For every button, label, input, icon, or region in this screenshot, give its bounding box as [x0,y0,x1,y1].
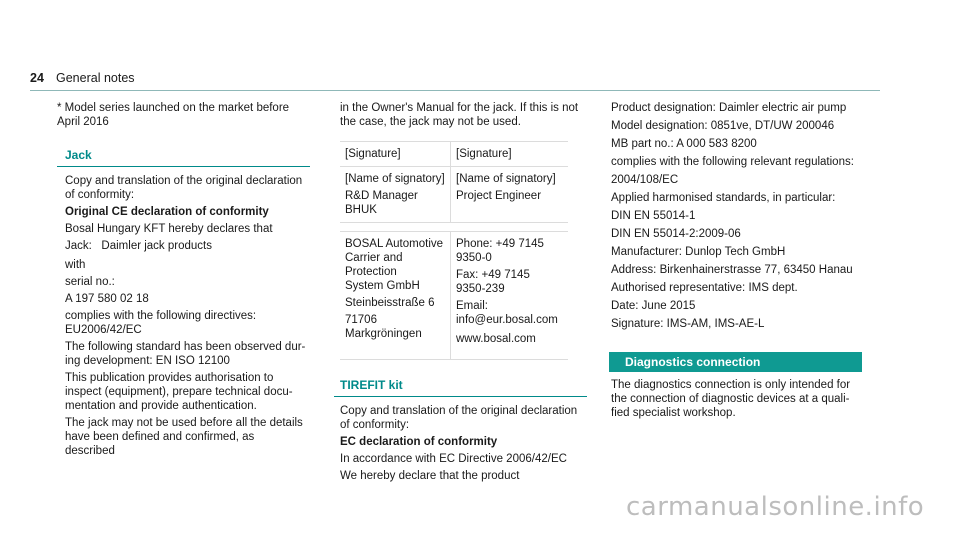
tirefit-line: We hereby declare that the product [340,470,520,482]
diagnostics-heading: Diagnostics connection [609,352,862,372]
fax-line: Fax: +49 7145 [456,269,530,281]
jack-standard-line: ing development: EN ISO 12100 [65,355,230,367]
page-number: 24 [30,71,44,85]
jack-line: Jack: Daimler jack products [65,240,212,252]
tirefit-section [340,404,590,483]
tirefit-line: In accordance with EC Directive 2006/42/EC [340,453,567,465]
watermark: carmanualsonline.info [626,492,925,522]
jack-standard-line: The following standard has been observed dur- [65,341,306,353]
email-label: Email: [456,300,488,312]
signatory-name: [Name of signatory] [456,173,556,185]
address-line: BOSAL Automotive [345,238,444,250]
jack-authorisation-line: This publication provides authorisation to [65,372,274,384]
signatory-name: [Name of signatory] [345,173,445,185]
detail-line: 2004/108/EC [611,174,679,186]
jack-line: A 197 580 02 18 [65,293,149,305]
tirefit-heading: TIREFIT kit [340,378,403,392]
detail-line: Date: June 2015 [611,300,696,312]
signatory-cell [340,167,451,223]
tirefit-bold-heading: EC declaration of conformity [340,436,498,448]
phone-line: 9350-0 [456,252,492,264]
jack-line: Bosal Hungary KFT hereby declares that [65,223,273,235]
signature-table [340,141,568,223]
jack-heading: Jack [65,148,92,162]
jack-intro-line: of conformity: [65,189,135,201]
tirefit-details [611,101,873,331]
address-line: 71706 Markgröningen [345,314,422,340]
jack-details-line: The jack may not be used before all the details [65,417,303,429]
tirefit-heading-rule [334,396,587,397]
detail-line: MB part no.: A 000 583 8200 [611,138,757,150]
section-title: General notes [56,71,135,85]
bosal-contact-table [340,231,568,360]
footnote-line: April 2016 [57,116,109,128]
diagnostics-section [611,378,873,420]
address-line: Steinbeisstraße 6 [345,297,435,309]
signature-cell: [Signature] [451,142,569,167]
jack-section [57,174,307,458]
header-divider [30,90,880,91]
jack-line: serial no.: [65,276,115,288]
detail-line: Model designation: 0851ve, DT/UW 200046 [611,120,835,132]
tirefit-intro-line: Copy and translation of the original declaration [340,405,578,417]
jack-directives-line: complies with the following directives: [65,310,257,322]
address-line: System GmbH [345,280,420,292]
fax-line: 9350-239 [456,283,505,295]
detail-line: DIN EN 55014-2:2009-06 [611,228,741,240]
diagnostics-line: The diagnostics connection is only intended for [611,379,851,391]
middle-column [340,101,590,483]
left-column [57,101,307,458]
jack-details-line: have been defined and confirmed, as described [65,431,255,457]
right-column [611,101,873,420]
website: www.bosal.com [456,333,536,345]
phone-line: Phone: +49 7145 [456,238,544,250]
detail-line: Signature: IMS-AM, IMS-AE-L [611,318,765,330]
bosal-address-cell [340,232,451,360]
jack-authorisation-line: mentation and provide authentication. [65,400,257,412]
detail-line: Applied harmonised standards, in particular: [611,192,836,204]
owner-manual-line: in the Owner's Manual for the jack. If this is not [340,102,579,114]
signature-cell: [Signature] [340,142,451,167]
jack-line: with [65,259,86,271]
detail-line: Manufacturer: Dunlop Tech GmbH [611,246,786,258]
diagnostics-line: the connection of diagnostic devices at a quali- [611,393,850,405]
footnote-line: * Model series launched on the market before [57,102,290,114]
detail-line: DIN EN 55014-1 [611,210,696,222]
email-address: info@eur.bosal.com [456,314,558,326]
signatory-role: Project Engineer [456,190,542,202]
owner-manual-line: the case, the jack may not be used. [340,116,521,128]
jack-authorisation-line: inspect (equipment), prepare technical docu- [65,386,293,398]
bosal-contact-cell [451,232,569,360]
jack-directives-line: EU2006/42/EC [65,324,142,336]
tirefit-intro-line: of conformity: [340,419,410,431]
detail-line: Address: Birkenhainerstrasse 77, 63450 Hanau [611,264,853,276]
jack-bold-heading: Original CE declaration of conformity [65,206,269,218]
detail-line: Authorised representative: IMS dept. [611,282,798,294]
signatory-role: R&D Manager BHUK [345,190,418,216]
jack-heading-rule [57,166,310,167]
address-line: Carrier and Protection [345,252,403,278]
signatory-cell [451,167,569,223]
jack-intro-line: Copy and translation of the original declaration [65,175,303,187]
diagnostics-line: fied specialist workshop. [611,407,736,419]
detail-line: complies with the following relevant regulations: [611,156,854,168]
detail-line: Product designation: Daimler electric air pump [611,102,847,114]
